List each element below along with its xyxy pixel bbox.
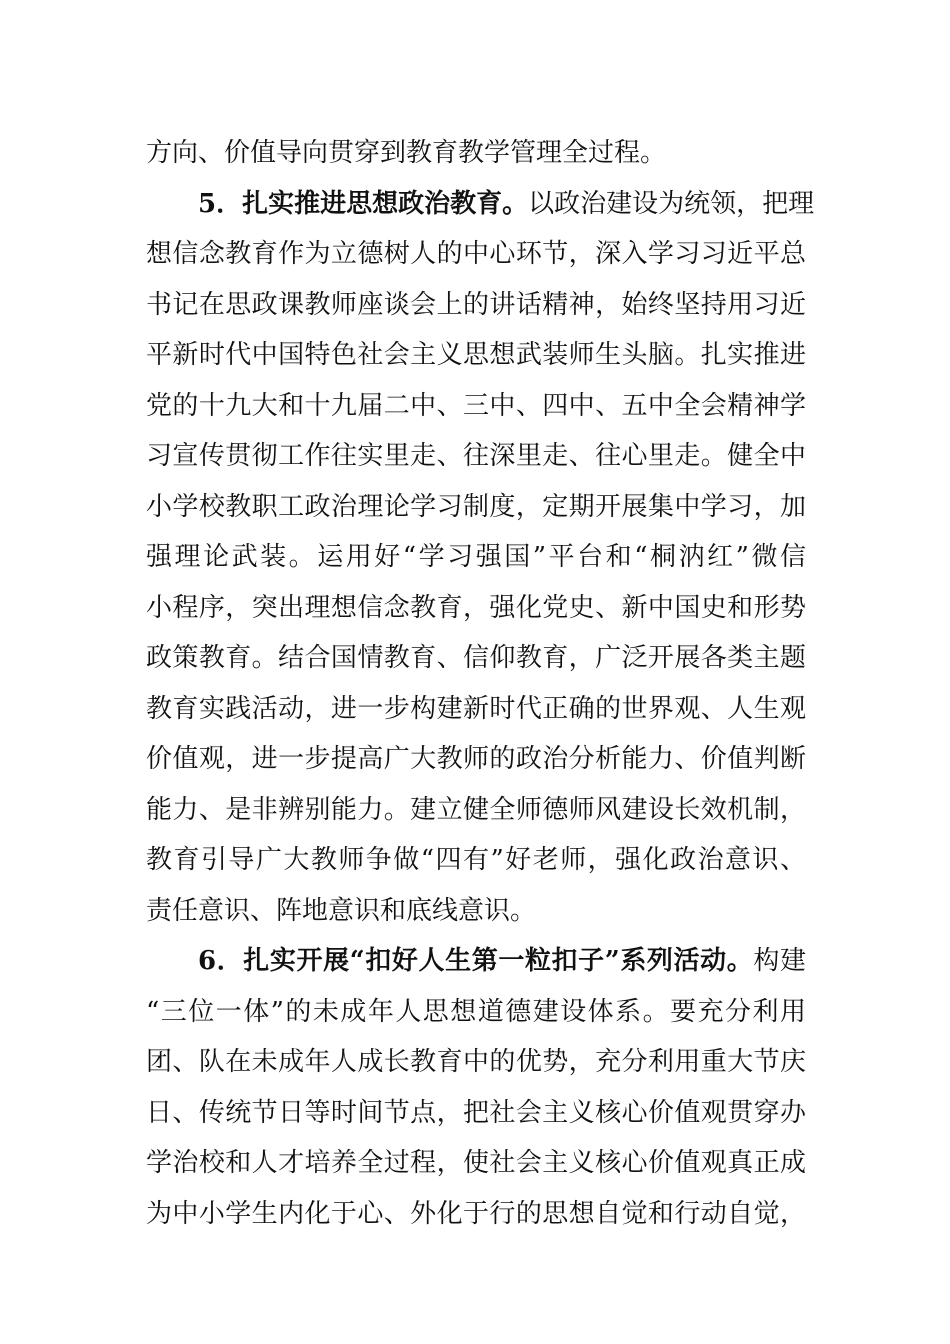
paragraph-line: 责任意识、阵地意识和底线意识。 (146, 895, 537, 926)
section-5-first-line (146, 179, 815, 230)
paragraph-line: 团、队在未成年人成长教育中的优势，充分利用重大节庆 (146, 1047, 806, 1077)
paragraph-line: 小学校教职工政治理论学习制度，定期开展集中学习，加 (146, 491, 806, 522)
section-6-first-line (146, 936, 806, 987)
body-text (146, 128, 815, 1239)
paragraph-line: 日、传统节日等时间节点，把社会主义核心价值观贯穿办 (146, 1097, 806, 1128)
paragraph-line: 教育实践活动，进一步构建新时代正确的世界观、人生观 (146, 693, 806, 724)
section-heading-5: 5．扎实推进思想政治教育。 (198, 188, 529, 219)
paragraph-line: 学治校和人才培养全过程，使社会主义核心价值观真正成 (146, 1148, 806, 1178)
paragraph-line: 党的十九大和十九届二中、三中、四中、五中全会精神学 (146, 390, 806, 421)
paragraph-line: 方向、价值导向贯穿到教育教学管理全过程。 (146, 138, 667, 168)
paragraph-line: 书记在思政课教师座谈会上的讲话精神，始终坚持用习近 (146, 289, 806, 320)
paragraph-line: “三位一体”的未成年人思想道德建设体系。要充分利用 (146, 996, 806, 1027)
paragraph-line-text: 以政治建设为统领，把理 (528, 188, 815, 219)
paragraph-line: 平新时代中国特色社会主义思想武装师生头脑。扎实推进 (146, 340, 806, 370)
paragraph-line: 政策教育。结合国情教育、信仰教育，广泛开展各类主题 (146, 643, 806, 673)
paragraph-line: 小程序，突出理想信念教育，强化党史、新中国史和形势 (146, 592, 806, 623)
paragraph-line: 教育引导广大教师争做“四有”好老师，强化政治意识、 (146, 845, 806, 875)
section-heading-6: 6．扎实开展“扣好人生第一粒扣子”系列活动。 (198, 946, 754, 976)
paragraph-line: 价值观，进一步提高广大教师的政治分析能力、价值判断 (146, 744, 806, 774)
paragraph-line: 为中小学生内化于心、外化于行的思想自觉和行动自觉， (146, 1198, 806, 1229)
paragraph-line-text: 构建 (753, 946, 806, 976)
paragraph-line: 能力、是非辨别能力。建立健全师德师风建设长效机制， (146, 794, 806, 825)
paragraph-line: 想信念教育作为立德树人的中心环节，深入学习习近平总 (146, 239, 806, 269)
paragraph-line: 习宣传贯彻工作往实里走、往深里走、往心里走。健全中 (146, 441, 806, 471)
paragraph-line: 强理论武装。运用好“学习强国”平台和“桐汭红”微信 (146, 542, 806, 572)
